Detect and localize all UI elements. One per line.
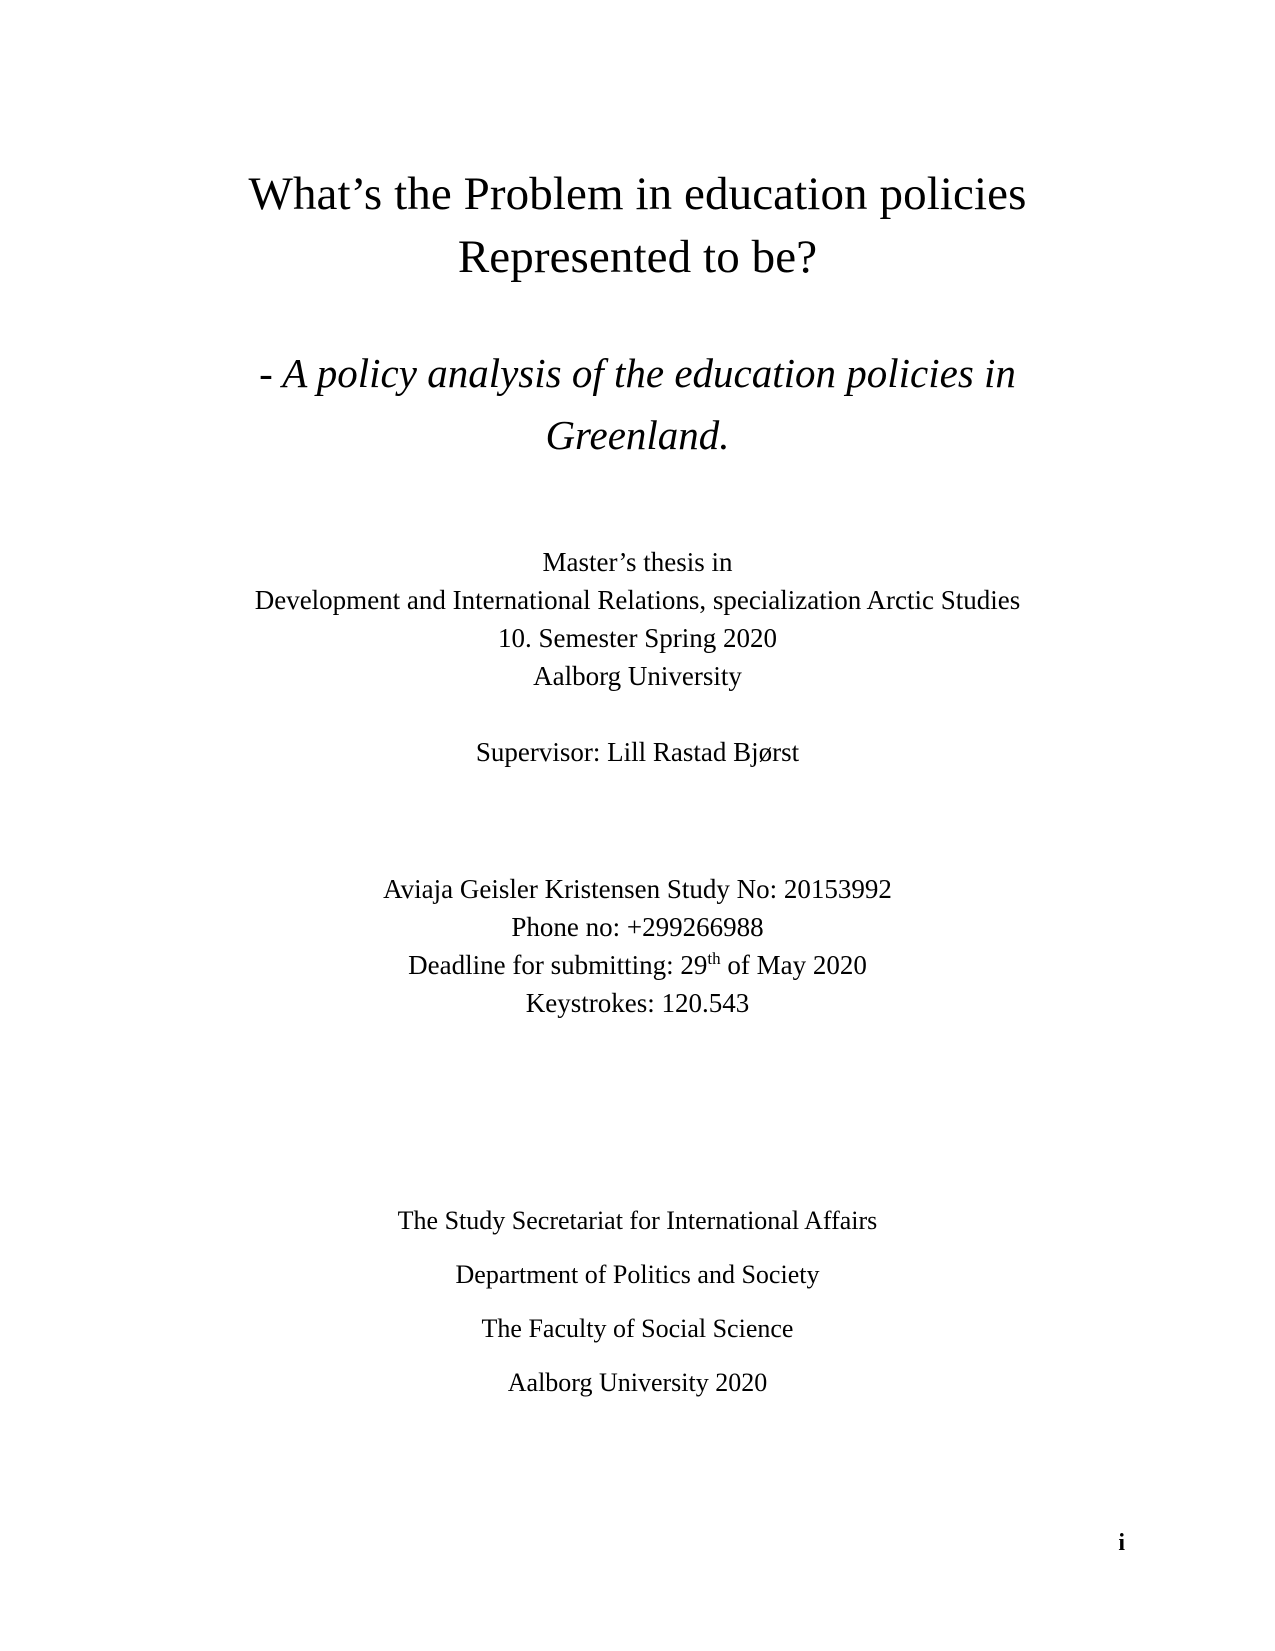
institution-line-faculty: The Faculty of Social Science <box>481 1314 794 1343</box>
thesis-info-line-programme: Development and International Relations, specialization Arctic Studies <box>254 585 1021 615</box>
thesis-info-line-university: Aalborg University <box>533 661 742 691</box>
deadline-suffix: of May 2020 <box>720 950 867 980</box>
page-subtitle <box>150 342 1125 466</box>
thesis-info-line-semester: 10. Semester Spring 2020 <box>498 623 777 653</box>
author-name-and-study-no: Aviaja Geisler Kristensen Study No: 20153992 <box>383 874 892 904</box>
author-details <box>150 870 1125 1022</box>
institution-line-secretariat: The Study Secretariat for International Affairs <box>397 1206 878 1235</box>
deadline-ordinal-suffix: th <box>707 949 721 968</box>
deadline-prefix: Deadline for submitting: 29 <box>408 950 708 980</box>
subtitle-line-2: Greenland. <box>545 412 730 458</box>
subtitle-line-1: - A policy analysis of the education policies in <box>259 350 1016 396</box>
thesis-info <box>150 543 1125 695</box>
institution-line-university-year: Aalborg University 2020 <box>507 1368 768 1397</box>
supervisor-line: Supervisor: Lill Rastad Bjørst <box>475 737 800 767</box>
institution-line-department: Department of Politics and Society <box>455 1260 820 1289</box>
author-phone: Phone no: +299266988 <box>511 912 764 942</box>
author-keystrokes: Keystrokes: 120.543 <box>525 988 750 1018</box>
thesis-info-line-degree: Master’s thesis in <box>542 547 733 577</box>
author-deadline <box>150 946 1125 984</box>
page-title <box>150 163 1125 289</box>
page-number: i <box>1118 1530 1125 1556</box>
institution-info <box>150 1194 1125 1410</box>
supervisor-info <box>150 733 1125 771</box>
title-line-1: What’s the Problem in education policies <box>248 168 1027 220</box>
title-line-2: Represented to be? <box>457 231 818 283</box>
